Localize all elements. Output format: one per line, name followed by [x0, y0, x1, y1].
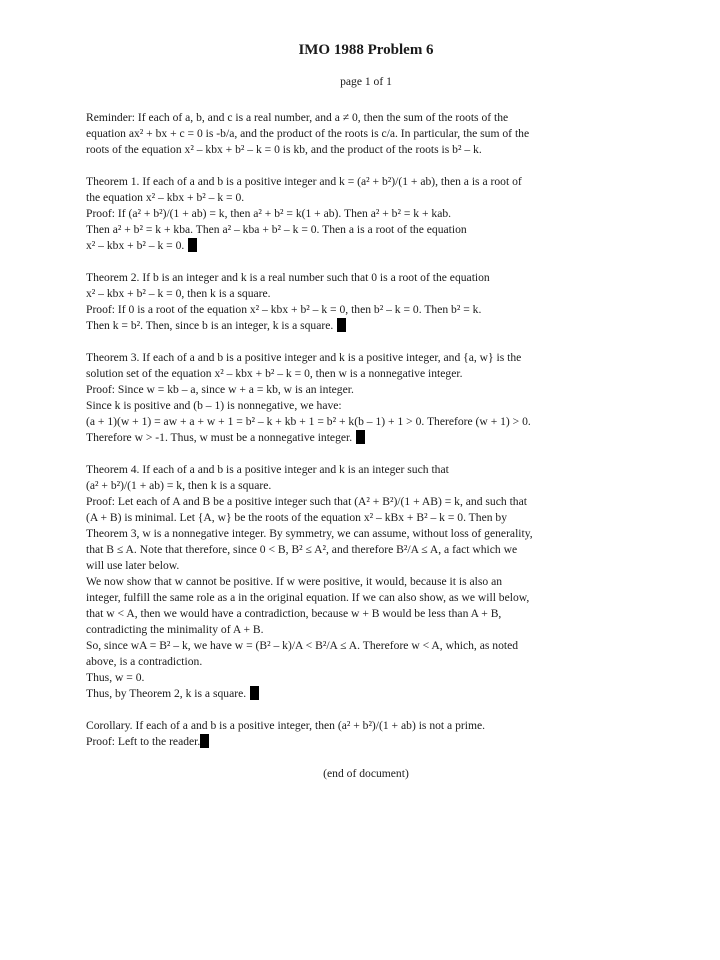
- theorem-4-line: (A + B) is minimal. Let {A, w} be the roots of the equation x² – kBx + B² – k = 0. Then by: [86, 511, 507, 524]
- theorem-2-line: Proof: If 0 is a root of the equation x² – kbx + b² – k = 0, then b² – k = 0. Then b² = k.: [86, 303, 482, 316]
- corollary-line: Corollary. If each of a and b is a positive integer, then (a² + b²)/(1 + ab) is not a prime.: [86, 719, 486, 732]
- theorem-2-line: Theorem 2. If b is an integer and k is a real number such that 0 is a root of the equation: [86, 271, 490, 284]
- reminder-paragraph: [86, 110, 646, 158]
- theorem-4-paragraph: [86, 462, 646, 702]
- theorem-1-line: Theorem 1. If each of a and b is a positive integer and k = (a² + b²)/(1 + ab), then a is a root of: [86, 175, 522, 188]
- qed-square-icon: [356, 430, 365, 444]
- theorem-4-line: Thus, by Theorem 2, k is a square.: [86, 687, 247, 700]
- theorem-3-line: Since k is positive and (b – 1) is nonnegative, we have:: [86, 399, 342, 412]
- theorem-4-line: above, is a contradiction.: [86, 655, 203, 668]
- qed-square-icon: [250, 686, 259, 700]
- theorem-1-paragraph: [86, 174, 646, 254]
- theorem-4-line: So, since wA = B² – k, we have w = (B² – k)/A < B²/A ≤ A. Therefore w < A, which, as noted: [86, 639, 519, 652]
- theorem-4-line: (a² + b²)/(1 + ab) = k, then k is a square.: [86, 479, 272, 492]
- theorem-4-line: will use later below.: [86, 559, 180, 572]
- theorem-1-line: Proof: If (a² + b²)/(1 + ab) = k, then a² + b² = k(1 + ab). Then a² + b² = k + kab.: [86, 207, 452, 220]
- theorem-3-line: solution set of the equation x² – kbx + b² – k = 0, then w is a nonnegative integer.: [86, 367, 463, 380]
- reminder-line: roots of the equation x² – kbx + b² – k = 0 is kb, and the product of the roots is b² – k.: [86, 143, 482, 156]
- corollary-line: Proof: Left to the reader.: [86, 735, 201, 748]
- theorem-2-paragraph: [86, 270, 646, 334]
- theorem-3-line: Theorem 3. If each of a and b is a positive integer and k is a positive integer, and {a, w} is the: [86, 351, 522, 364]
- corollary-paragraph: [86, 718, 646, 750]
- theorem-1-last-line: [86, 238, 646, 254]
- document-page: [86, 40, 646, 782]
- theorem-4-line: We now show that w cannot be positive. If w were positive, it would, because it is also an: [86, 575, 503, 588]
- theorem-2-line: Then k = b². Then, since b is an integer, k is a square.: [86, 319, 334, 332]
- theorem-2-line: x² – kbx + b² – k = 0, then k is a square.: [86, 287, 271, 300]
- page-number: page 1 of 1: [340, 75, 392, 88]
- end-of-document-note: (end of document): [323, 767, 409, 780]
- theorem-4-line: Thus, w = 0.: [86, 671, 145, 684]
- qed-square-icon: [200, 734, 209, 748]
- qed-square-icon: [188, 238, 197, 252]
- reminder-line: Reminder: If each of a, b, and c is a real number, and a ≠ 0, then the sum of the roots of the: [86, 111, 509, 124]
- theorem-4-line: Theorem 4. If each of a and b is a positive integer and k is an integer such that: [86, 463, 449, 476]
- qed-square-icon: [337, 318, 346, 332]
- reminder-line: equation ax² + bx + c = 0 is -b/a, and the product of the roots is c/a. In particular, the sum of the: [86, 127, 530, 140]
- theorem-4-line: Proof: Let each of A and B be a positive integer such that (A² + B²)/(1 + AB) = k, and such that: [86, 495, 527, 508]
- theorem-4-last-line: [86, 686, 646, 702]
- theorem-3-last-line: [86, 430, 646, 446]
- theorem-1-line: the equation x² – kbx + b² – k = 0.: [86, 191, 245, 204]
- corollary-last-line: [86, 734, 646, 750]
- theorem-1-line: x² – kbx + b² – k = 0.: [86, 239, 185, 252]
- theorem-4-line: that B ≤ A. Note that therefore, since 0 < B, B² ≤ A², and therefore B²/A ≤ A, a fact which we: [86, 543, 518, 556]
- theorem-3-line: (a + 1)(w + 1) = aw + a + w + 1 = b² – k + kb + 1 = b² + k(b – 1) + 1 > 0. Therefore (w + 1) > 0.: [86, 415, 531, 428]
- theorem-4-line: Theorem 3, w is a nonnegative integer. By symmetry, we can assume, without loss of generality,: [86, 527, 533, 540]
- theorem-3-line: Therefore w > -1. Thus, w must be a nonnegative integer.: [86, 431, 353, 444]
- theorem-4-line: that w < A, then we would have a contradiction, because w + B would be less than A + B,: [86, 607, 502, 620]
- theorem-2-last-line: [86, 318, 646, 334]
- theorem-3-line: Proof: Since w = kb – a, since w + a = kb, w is an integer.: [86, 383, 354, 396]
- theorem-3-paragraph: [86, 350, 646, 446]
- theorem-4-line: integer, fulfill the same role as a in the original equation. If we can also show, as we will below,: [86, 591, 530, 604]
- theorem-1-line: Then a² + b² = k + kba. Then a² – kba + b² – k = 0. Then a is a root of the equation: [86, 223, 467, 236]
- theorem-4-line: contradicting the minimality of A + B.: [86, 623, 264, 636]
- document-title: IMO 1988 Problem 6: [298, 42, 434, 58]
